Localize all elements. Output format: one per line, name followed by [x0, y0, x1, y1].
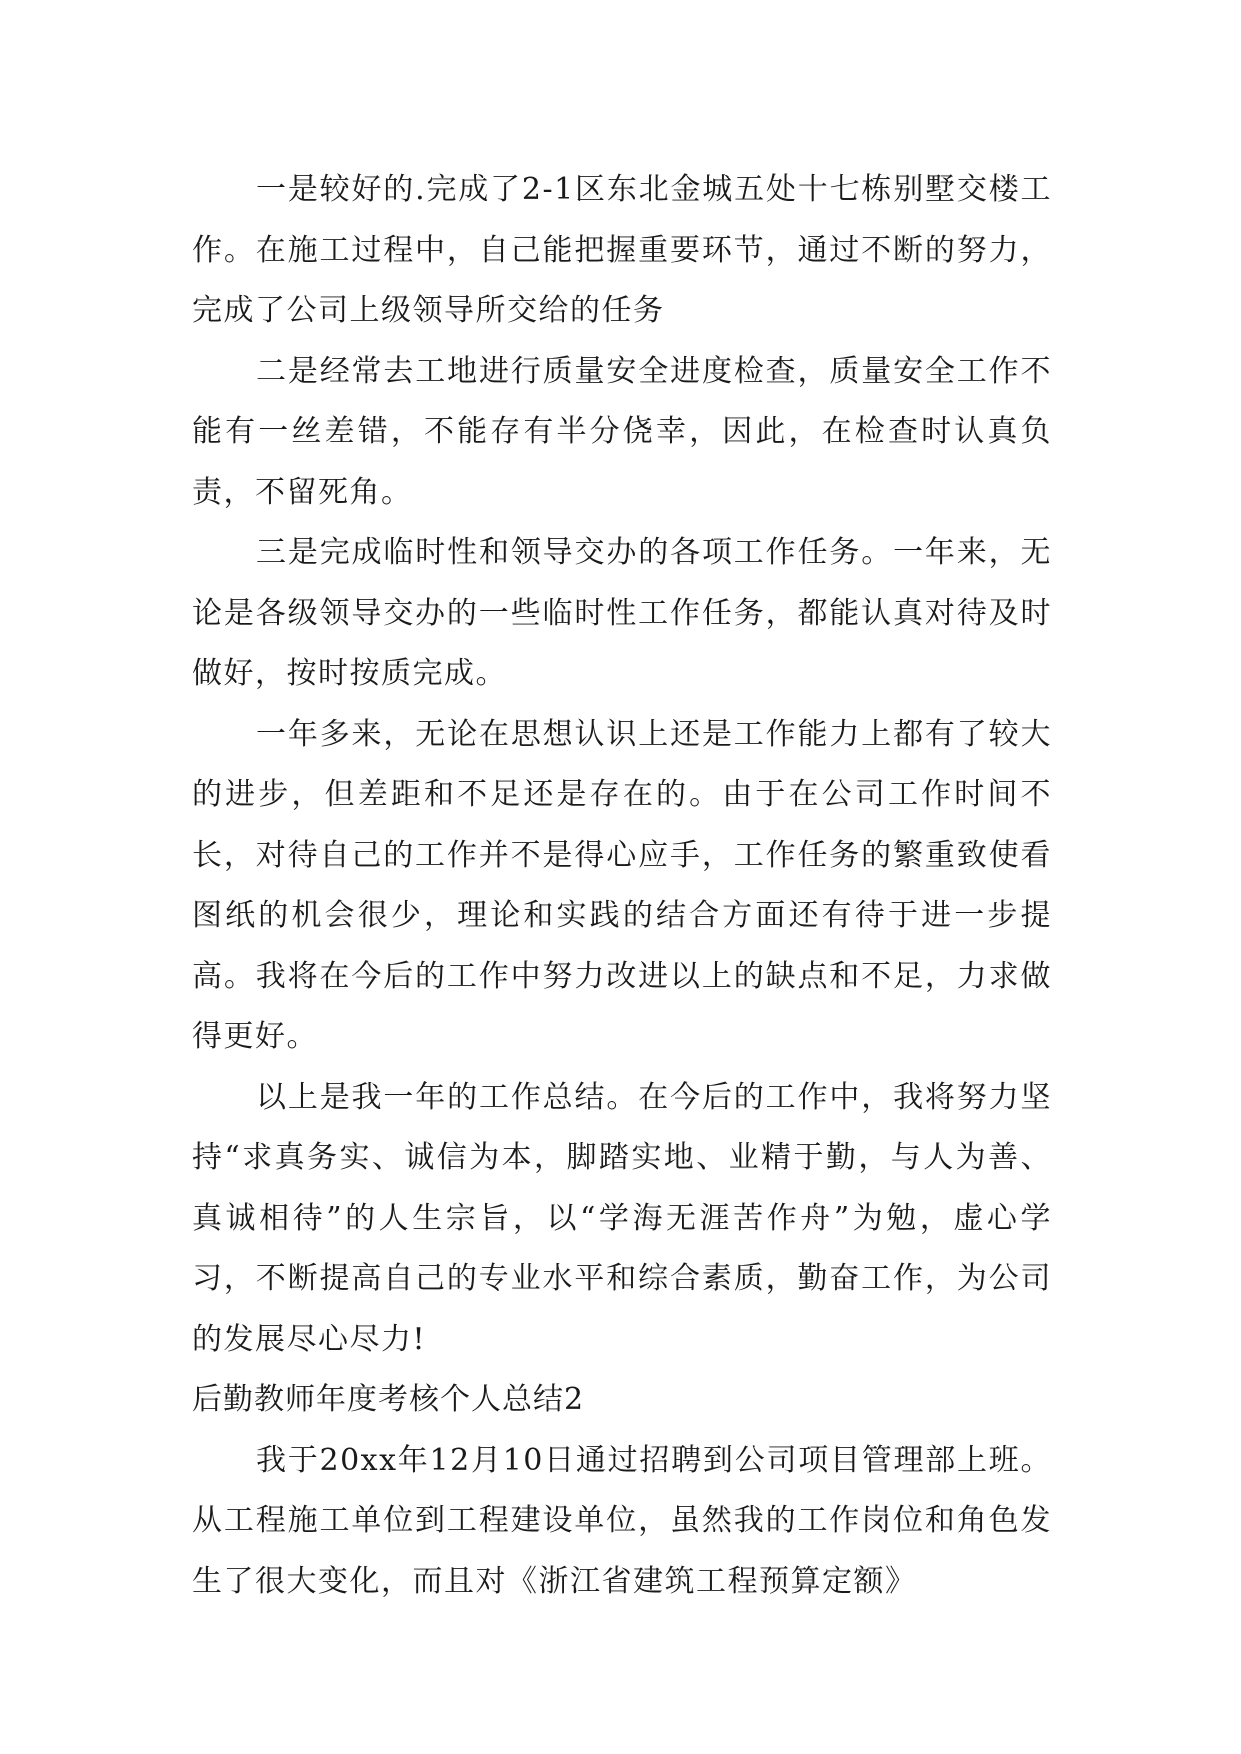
paragraph-3: 三是完成临时性和领导交办的各项工作任务。一年来，无论是各级领导交办的一些临时性工作任务，都能认真对待及时做好，按时按质完成。	[192, 535, 1052, 691]
paragraph-4: 一年多来，无论在思想认识上还是工作能力上都有了较大的进步，但差距和不足还是存在的。由于在公司工作时间不长，对待自己的工作并不是得心应手，工作任务的繁重致使看图纸的机会很少，理论和实践的结合方面还有待于进一步提高。我将在今后的工作中努力改进以上的缺点和不足，力求做得更好。	[192, 716, 1052, 1054]
paragraph-1: 一是较好的.完成了2-1区东北金城五处十七栋别墅交楼工作。在施工过程中，自己能把握重要环节，通过不断的努力，完成了公司上级领导所交给的任务	[192, 172, 1052, 328]
paragraph-5: 以上是我一年的工作总结。在今后的工作中，我将努力坚持“求真务实、诚信为本，脚踏实地、业精于勤，与人为善、真诚相待”的人生宗旨，以“学海无涯苦作舟”为勉，虚心学习，不断提高自己的专业水平和综合素质，勤奋工作，为公司的发展尽心尽力!	[192, 1079, 1052, 1357]
paragraph-6: 我于20xx年12月10日通过招聘到公司项目管理部上班。从工程施工单位到工程建设单位，虽然我的工作岗位和角色发生了很大变化，而且对《浙江省建筑工程预算定额》	[192, 1442, 1052, 1599]
document-body	[192, 160, 1052, 1612]
section-heading: 后勤教师年度考核个人总结2	[192, 1382, 585, 1417]
paragraph-2: 二是经常去工地进行质量安全进度检查，质量安全工作不能有一丝差错，不能存有半分侥幸，因此，在检查时认真负责，不留死角。	[192, 353, 1052, 510]
